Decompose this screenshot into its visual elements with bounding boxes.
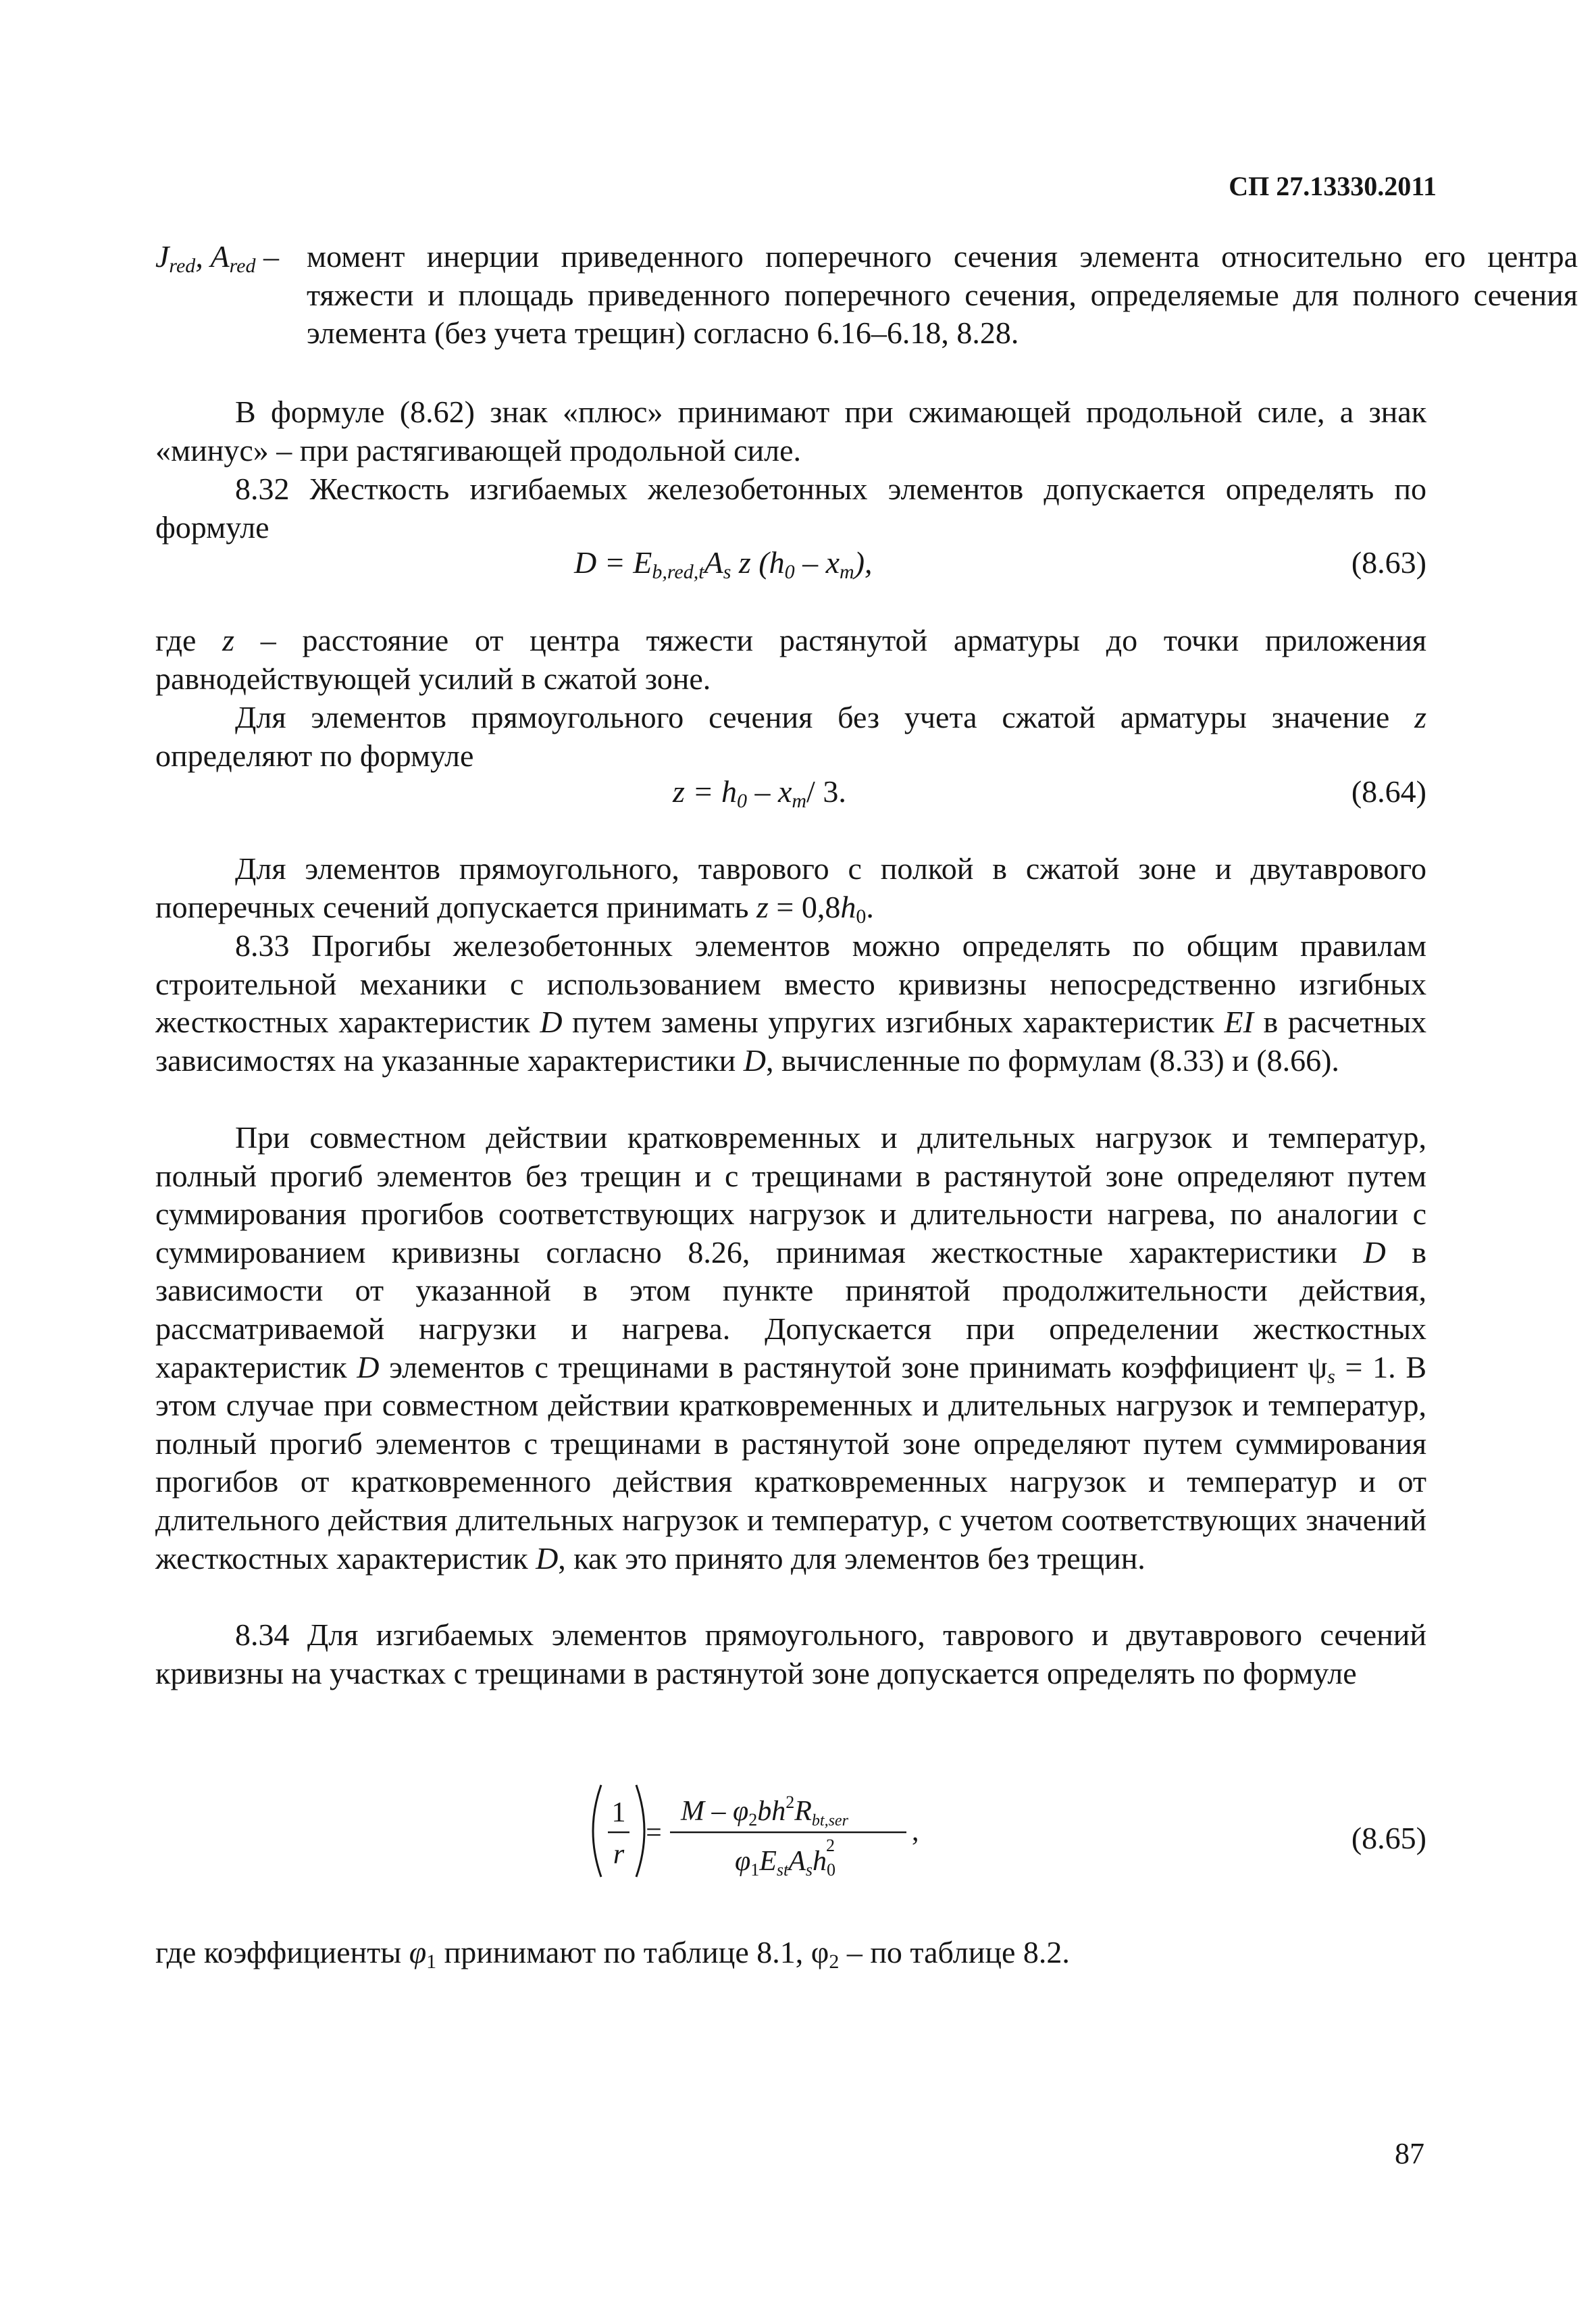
paragraph-tee-section: Для элементов прямоугольного, таврового с полкой в сжатой зоне и двутаврового поперечных сечений допускается принимать $z = 0,8h_0$. [155,851,1426,928]
right-paren [636,1785,644,1877]
definition-jred-ared [155,238,1578,353]
numerator: M – $\varphi 2bh^2Rbt,ser$ [681,1792,848,1830]
formula-8-64 [155,774,1426,815]
paragraph-8-32: 8.32 Жесткость изгибаемых железобетонных элементов допускается определять по формуле [155,472,1426,545]
formula-8-64-body: $z = h_0 - x_m/$ 3. [673,774,846,812]
paragraph-joint-action: При совместном действии кратковременных и длительных нагрузок и температур, полный прогиб элементов без трещин и с трещинами в растянутой зоне определяют путем суммирования прогибов соответствующих нагрузок и длительности нагрева, по аналогии с суммированием кривизны согласно 8.26, принимая жесткостные характеристики D в зависимости от указанной в этом пункте принятой продолжительности действия, рассматриваемой нагрузки и нагрева. Допускается при определении жесткостных характеристик D элементов с трещинами в растянутой зоне принимать коэффициент $\psi_s = 1$. В этом случае при совместном действии кратковременных и длительных нагрузок и температур, полный прогиб элементов с трещинами в растянутой зоне определяют путем суммирования прогибов от кратковременного действия кратковременных нагрузок и температур и от длительного действия длительных нагрузок и температур, с учетом соответствующих значений жесткостных характеристик D, как это принято для элементов без трещин. [155,1120,1426,1576]
page-number: 87 [1395,2137,1424,2170]
paragraph-coefficients: где коэффициенты $\varphi_1$ принимают по таблице 8.1, $\varphi_2$ – по таблице 8.2. [155,1935,1070,1973]
formula-8-64-number: (8.64) [1351,774,1426,809]
formula-8-63-body: $D = E_{b,red,t}A_s$ z $(h_0 - x_m)$, [574,545,873,583]
denominator: φ1EstAsh02 [735,1836,836,1880]
paragraph-rectangular: Для элементов прямоугольного сечения без учета сжатой арматуры значение z определяют по формуле [155,700,1426,773]
formula-8-65-number: (8.65) [1351,1821,1426,1855]
formula-8-65 [155,1776,1426,1890]
paragraph-sign-rule: В формуле (8.62) знак «плюс» принимают при сжимающей продольной силе, а знак «минус» – при растягивающей продольной силе. [155,395,1426,468]
equals-sign: = [646,1817,662,1848]
paragraph-8-34: 8.34 Для изгибаемых элементов прямоугольного, таврового и двутаврового сечений кривизны на участках с трещинами в растянутой зоне допускается определять по формуле [155,1617,1426,1690]
paragraph-z-definition: где z – расстояние от центра тяжести растянутой арматуры до точки приложения равнодействующей усилий в сжатой зоне. [155,623,1426,696]
paragraph-8-33: 8.33 Прогибы железобетонных элементов можно определять по общим правилам строительной механики с использованием вместо кривизны непосредственно изгибных жесткостных характеристик D путем замены упругих изгибных характеристик EI в расчетных зависимостях на указанные характеристики D, вычисленные по формулам (8.33) и (8.66). [155,928,1426,1078]
lhs-numerator: 1 [611,1797,626,1828]
left-paren [593,1785,601,1877]
formula-8-63-number: (8.63) [1351,545,1426,580]
definition-text: момент инерции приведенного поперечного сечения элемента относительно его центра тяжести и площадь приведенного поперечного сечения, определяемые для полного сечения элемента (без учета трещин) согласно 6.16–6.18, 8.28. [307,239,1578,351]
lhs-denominator: r [613,1839,625,1870]
formula-8-65-graphic [155,1776,1426,1890]
document-code: СП 27.13330.2011 [1229,171,1437,201]
definition-term: $J_{red}$, $A_{red}$ – [155,239,279,277]
formula-comma: , [912,1816,919,1847]
formula-8-63 [155,545,1426,586]
